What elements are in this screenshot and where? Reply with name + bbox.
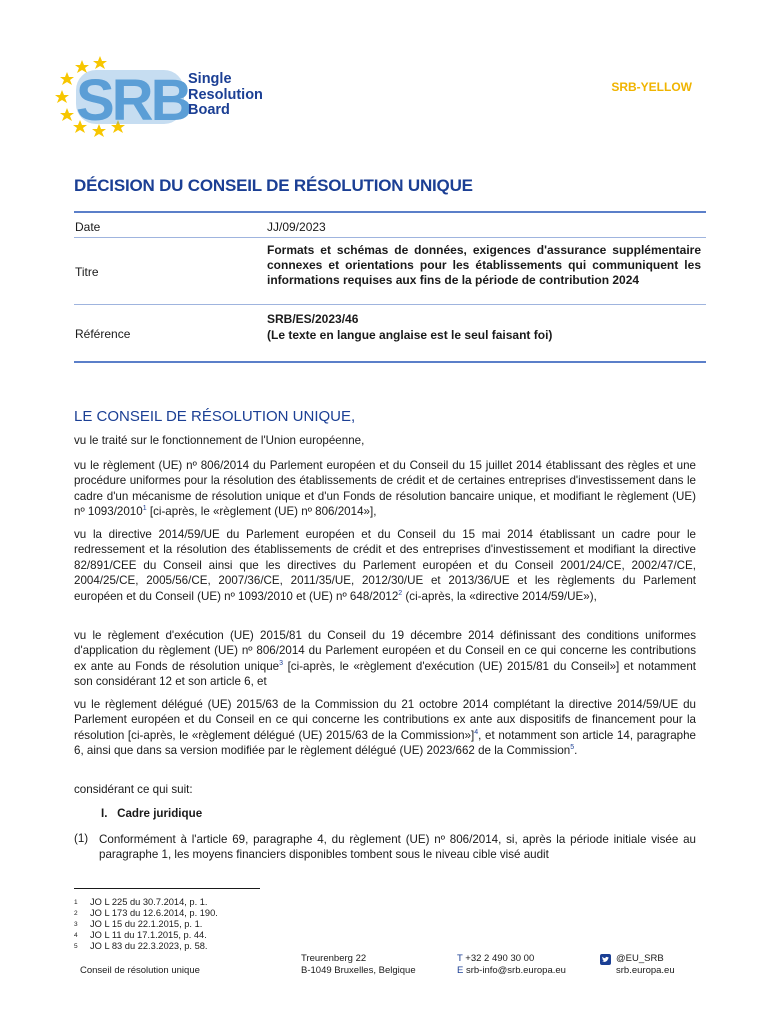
titre-value: Formats et schémas de données, exigences d'assurance supplémentaire connexes et orientations pour les établissements qui communiquent les informations requises aux fins de la période de contribution 2024 bbox=[267, 243, 701, 287]
twitter-icon[interactable] bbox=[600, 954, 611, 965]
footnote-ref[interactable]: 2 bbox=[398, 589, 403, 597]
text: vu la directive 2014/59/UE du Parlement européen et du Conseil du 15 mai 2014 établissant un cadre pour le redressement et la résolution des établissements de crédit et des entreprises d'investissement et modifiant la directive 82/891/CEE du Conseil ainsi que les directives du Parlement européen et du Conseil 2001/24/CE, 2002/47/CE, 2004/25/CE, 2005/56/CE, 2007/36/CE, 2011/35/UE, 2012/30/UE et 2013/36/UE et les règlements du Parlement européen et du Conseil (UE) nº 1093/2010 et (UE) nº 648/2012 bbox=[74, 528, 696, 603]
table-rule bbox=[74, 304, 706, 305]
twitter-handle[interactable]: @EU_SRB bbox=[616, 953, 664, 964]
recital-brrd bbox=[74, 527, 696, 604]
footnote bbox=[74, 908, 218, 919]
reference-language-note: (Le texte en langue anglaise est le seul faisant foi) bbox=[267, 328, 553, 342]
logo-line-1: Single bbox=[188, 71, 232, 87]
date-value: JJ/09/2023 bbox=[267, 220, 326, 234]
document-title: DÉCISION DU CONSEIL DE RÉSOLUTION UNIQUE bbox=[74, 176, 473, 195]
footnote-text: JO L 83 du 22.3.2023, p. 58. bbox=[90, 941, 208, 951]
footnote-text: JO L 173 du 12.6.2014, p. 190. bbox=[90, 908, 218, 918]
footnote-ref[interactable]: 5 bbox=[570, 744, 575, 752]
footnote-separator bbox=[74, 888, 260, 889]
recital-delegated-regulation bbox=[74, 697, 696, 759]
table-top-rule bbox=[74, 211, 706, 213]
date-label: Date bbox=[75, 220, 101, 234]
phone-prefix: T bbox=[457, 953, 463, 964]
reference-value: SRB/ES/2023/46 bbox=[267, 312, 359, 326]
text: . bbox=[574, 744, 578, 758]
footnote bbox=[74, 930, 207, 941]
text: vu le règlement délégué (UE) 2015/63 de la Commission du 21 octobre 2014 complétant la directive 2014/59/UE du Parlement européen et du Conseil en ce qui concerne les contributions ex ante aux dispositifs de financement pour la résolution [ci-après, le «règlement délégué (UE) 2015/63 de la Commission»] bbox=[74, 698, 696, 742]
heading-legal-framework: I. Cadre juridique bbox=[101, 807, 203, 820]
table-rule bbox=[74, 237, 706, 238]
logo-line-3: Board bbox=[188, 102, 230, 118]
address-line-2: B-1049 Bruxelles, Belgique bbox=[301, 965, 416, 976]
footer-organisation: Conseil de résolution unique bbox=[80, 965, 200, 976]
reference-label: Référence bbox=[75, 327, 131, 341]
footer-social bbox=[616, 953, 675, 977]
text: (ci-après, la «directive 2014/59/UE»), bbox=[402, 589, 597, 603]
classification-label: SRB-YELLOW bbox=[611, 80, 692, 94]
text: vu le règlement (UE) nº 806/2014 du Parlement européen et du Conseil du 15 juillet 2014 établissant des règles et une procédure uniformes pour la résolution des établissements de crédit et de certaines entreprises d'investissement dans le cadre d'un mécanisme de résolution unique et d'un Fonds de résolution bancaire unique, et modifiant le règlement (UE) nº 1093/2010 bbox=[74, 459, 696, 519]
table-bottom-rule bbox=[74, 361, 706, 363]
footnote bbox=[74, 897, 208, 908]
website-link[interactable]: srb.europa.eu bbox=[616, 965, 675, 976]
footnote-number: 4 bbox=[74, 932, 78, 939]
footer-contact bbox=[457, 953, 566, 977]
text: [ci-après, le «règlement (UE) nº 806/2014»], bbox=[146, 505, 377, 519]
text: , et notamment son article 14, paragraphe 6, ainsi que dans sa version modifiée par le règlement délégué (UE) 2023/662 de la Commission bbox=[74, 728, 696, 758]
footnote-text: JO L 15 du 22.1.2015, p. 1. bbox=[90, 919, 203, 929]
footnote bbox=[74, 919, 202, 930]
item-number: (1) bbox=[74, 832, 89, 845]
email-prefix: E bbox=[457, 965, 464, 976]
footnote-number: 1 bbox=[74, 899, 78, 906]
footnote-ref[interactable]: 4 bbox=[474, 728, 479, 736]
footnote-number: 5 bbox=[74, 943, 78, 950]
svg-text:SRB: SRB bbox=[76, 68, 190, 133]
text: vu le règlement d'exécution (UE) 2015/81 du Conseil du 19 décembre 2014 définissant des conditions uniformes d'application du règlement (UE) nº 806/2014 du Parlement européen et du Conseil en ce qui concerne les contributions ex ante au Fonds de résolution unique bbox=[74, 629, 696, 673]
email-link[interactable]: srb-info@srb.europa.eu bbox=[465, 965, 566, 976]
text: [ci-après, le «règlement d'exécution (UE) 2015/81 du Conseil»] et notamment son considérant 12 et son article 6, et bbox=[74, 659, 696, 689]
footer-address bbox=[301, 953, 416, 977]
address-line-1: Treurenberg 22 bbox=[301, 953, 367, 964]
footnote-ref[interactable]: 3 bbox=[279, 659, 284, 667]
recital-srm-regulation bbox=[74, 458, 696, 520]
recital-treaty: vu le traité sur le fonctionnement de l'Union européenne, bbox=[74, 434, 365, 447]
item-1-text: Conformément à l'article 69, paragraphe 4, du règlement (UE) nº 806/2014, si, après la période initiale visée au paragraphe 1, les moyens financiers disponibles tombent sous le niveau cible visé audit bbox=[99, 833, 696, 862]
footnote-number: 2 bbox=[74, 910, 78, 917]
considering-line: considérant ce qui suit: bbox=[74, 783, 193, 796]
footnote-ref[interactable]: 1 bbox=[142, 505, 147, 513]
logo-line-2: Resolution bbox=[188, 86, 263, 103]
phone-number[interactable]: +32 2 490 30 00 bbox=[465, 953, 535, 964]
footnote-text: JO L 225 du 30.7.2014, p. 1. bbox=[90, 897, 208, 907]
logo-wordmark bbox=[188, 72, 263, 119]
recital-implementing-regulation bbox=[74, 628, 696, 690]
section-heading: LE CONSEIL DE RÉSOLUTION UNIQUE, bbox=[74, 408, 356, 425]
titre-label: Titre bbox=[75, 265, 99, 279]
footnote-text: JO L 11 du 17.1.2015, p. 44. bbox=[90, 930, 207, 940]
footnote bbox=[74, 941, 208, 952]
footnote-number: 3 bbox=[74, 921, 78, 928]
